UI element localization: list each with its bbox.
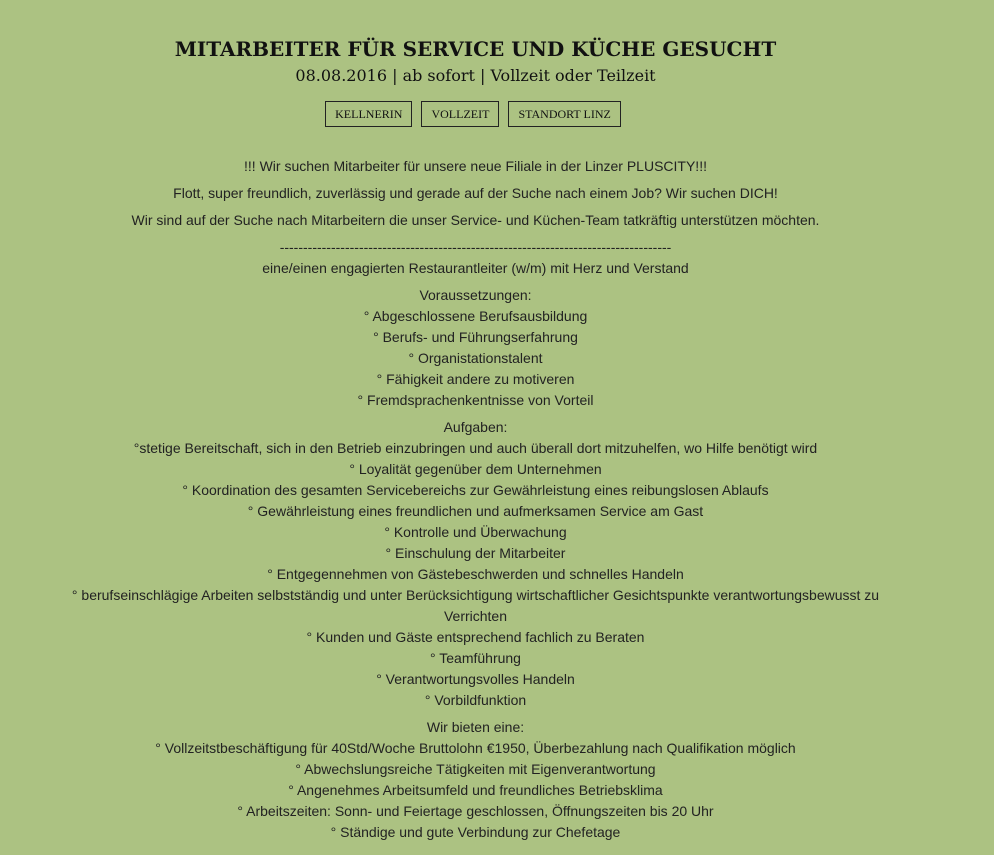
task-item: ° Vorbildfunktion xyxy=(424,692,527,708)
divider: ------------------------------------------------------------------------------------ xyxy=(279,239,672,255)
intro-line: Flott, super freundlich, zuverlässig und gerade auf der Suche nach einem Job? Wir suchen DICH! xyxy=(173,185,778,201)
offer-item: ° Angenehmes Arbeitsumfeld und freundliches Betriebsklima xyxy=(288,782,663,798)
posting-body xyxy=(0,156,951,843)
page-title: MITARBEITER FÜR SERVICE UND KÜCHE GESUCHT xyxy=(174,37,777,61)
requirement-item: ° Abgeschlossene Berufsausbildung xyxy=(363,308,588,324)
requirements-heading: Voraussetzungen: xyxy=(419,287,532,303)
task-item: ° Loyalität gegenüber dem Unternehmen xyxy=(349,461,602,477)
task-item: ° Entgegennehmen von Gästebeschwerden und schnelles Handeln xyxy=(267,566,684,582)
offer-item: ° Vollzeitstbeschäftigung für 40Std/Woche Bruttolohn €1950, Überbezahlung nach Qualifikation möglich xyxy=(155,740,796,756)
task-item: °stetige Bereitschaft, sich in den Betrieb einzubringen und auch überall dort mitzuhelfen, wo Hilfe benötigt wird xyxy=(133,440,818,456)
task-item: ° Verantwortungsvolles Handeln xyxy=(376,671,575,687)
intro-line: Wir sind auf der Suche nach Mitarbeitern die unser Service- und Küchen-Team tatkräftig unterstützen möchten. xyxy=(131,212,820,228)
requirement-item: ° Berufs- und Führungserfahrung xyxy=(373,329,578,345)
tag-kellnerin[interactable]: KELLNERIN xyxy=(325,101,412,127)
position-title: eine/einen engagierten Restaurantleiter (w/m) mit Herz und Verstand xyxy=(262,260,689,276)
offer-item: ° Arbeitszeiten: Sonn- und Feiertage geschlossen, Öffnungszeiten bis 20 Uhr xyxy=(237,803,714,819)
tasks-heading: Aufgaben: xyxy=(443,419,508,435)
offer-item: ° Abwechslungsreiche Tätigkeiten mit Eigenverantwortung xyxy=(295,761,656,777)
requirement-item: ° Fähigkeit andere zu motiveren xyxy=(376,371,575,387)
posting-meta: 08.08.2016 | ab sofort | Vollzeit oder Teilzeit xyxy=(295,66,656,85)
task-item: ° berufseinschlägige Arbeiten selbstständig und unter Berücksichtigung wirtschaftlicher Gesichtspunkte verantwortungsbewusst zu Verrichten xyxy=(71,587,880,624)
tag-standort-linz[interactable]: STANDORT LINZ xyxy=(508,101,620,127)
task-item: ° Gewährleistung eines freundlichen und aufmerksamen Service am Gast xyxy=(247,503,704,519)
task-item: ° Kontrolle und Überwachung xyxy=(384,524,567,540)
tag-list xyxy=(0,101,946,127)
requirement-item: ° Fremdsprachenkentnisse von Vorteil xyxy=(357,392,594,408)
task-item: ° Teamführung xyxy=(430,650,521,666)
task-item: ° Kunden und Gäste entsprechend fachlich zu Beraten xyxy=(306,629,645,645)
intro-line: !!! Wir suchen Mitarbeiter für unsere neue Filiale in der Linzer PLUSCITY!!! xyxy=(244,158,707,174)
requirement-item: ° Organistationstalent xyxy=(408,350,543,366)
task-item: ° Einschulung der Mitarbeiter xyxy=(385,545,566,561)
tag-vollzeit[interactable]: VOLLZEIT xyxy=(421,101,499,127)
offer-heading: Wir bieten eine: xyxy=(426,719,525,735)
task-item: ° Koordination des gesamten Servicebereichs zur Gewährleistung eines reibungslosen Ablaufs xyxy=(182,482,769,498)
offer-item: ° Ständige und gute Verbindung zur Chefetage xyxy=(330,824,621,840)
